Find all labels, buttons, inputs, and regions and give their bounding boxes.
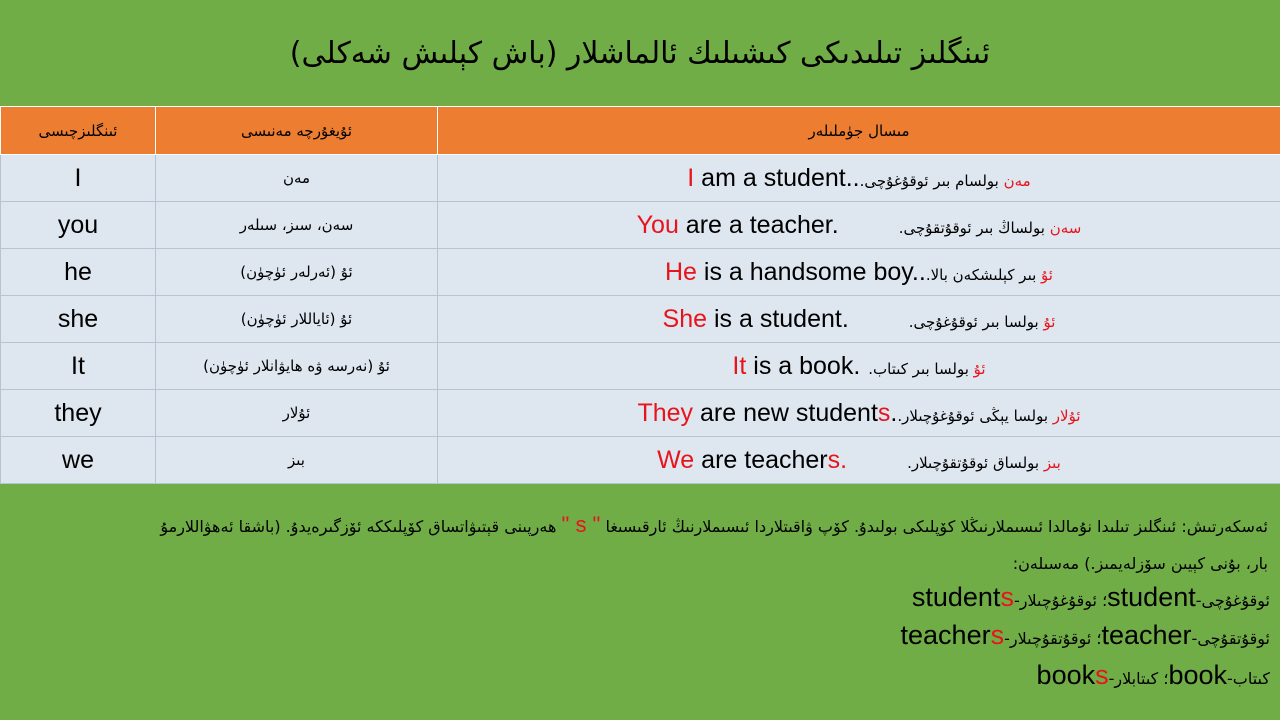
example-rest: are a teacher. <box>678 210 839 239</box>
example-ug-subject: بىز <box>1043 453 1061 472</box>
page-title: ئىنگلىز تىلىدىكى كىشىلىك ئالماشلار (باش كېلىش شەكلى) <box>289 35 991 71</box>
example-sentence <box>438 437 1280 484</box>
example-plural-s: s <box>1000 582 1014 612</box>
example-subject: You <box>636 210 679 239</box>
table-row <box>1 249 1280 296</box>
table-row <box>1 437 1280 484</box>
pronoun-uyghur: ئۇ (ئەرلەر ئۈچۈن) <box>156 249 438 296</box>
example-rest: is a handsome boy. <box>696 257 919 286</box>
pronoun-english: It <box>1 343 156 390</box>
example-plural-s: s <box>990 620 1005 650</box>
example-ug-rest: بولساڭ بىر ئوقۇتقۇچى. <box>898 218 1050 237</box>
note-text-b: ھەرپىنى قېتىۋاتساق كۆپلىككە ئۆزگىرەيدۇ. (باشقا ئەھۋاللارمۇ <box>160 517 557 536</box>
plural-example <box>912 582 1270 613</box>
example-separator: ؛ <box>1102 591 1108 610</box>
example-plural-s: s <box>877 398 891 427</box>
pronoun-english: you <box>1 202 156 249</box>
example-subject: I <box>687 163 695 192</box>
example-ug-plural: ئوقۇتقۇچىلار- <box>1004 629 1092 648</box>
example-rest: am a student. <box>694 163 853 192</box>
note-text-a: ئەسكەرتىش: ئىنگلىز تىلىدا نۇمالدا ئىسىملارنىڭلا كۆپلىكى بولىدۇ. كۆپ ۋاقىتلاردا ئىسىملارنىڭ ئارقىسىغا <box>605 517 1268 536</box>
example-ug-subject: سەن <box>1049 218 1082 237</box>
plural-example <box>901 620 1270 651</box>
example-rest: is a book. <box>746 351 861 380</box>
example-ug-rest: بولساق ئوقۇتقۇچىلار. <box>907 453 1044 472</box>
example-dot: . <box>890 398 898 427</box>
example-ug-subject: ئۇ <box>1043 312 1056 331</box>
pronoun-uyghur: ئۇ (ئاياللار ئۈچۈن) <box>156 296 438 343</box>
example-en-singular: teacher <box>1101 620 1192 650</box>
example-subject: It <box>732 351 747 380</box>
example-ug-singular: كىتاب- <box>1227 669 1270 688</box>
example-ug-rest: بولسام بىر ئوقۇغۇچى. <box>859 171 1004 190</box>
pronoun-english: we <box>1 437 156 484</box>
example-subject: We <box>657 445 695 474</box>
example-ug-rest: بىر كېلىشكەن بالا. <box>925 265 1042 284</box>
table-row <box>1 390 1280 437</box>
example-ug-singular: ئوقۇتقۇچى- <box>1191 629 1270 648</box>
example-separator: ؛ <box>1096 629 1102 648</box>
pronoun-uyghur: مەن <box>156 155 438 202</box>
example-sentence <box>438 343 1280 390</box>
example-ug-rest: بولسا يېڭى ئوقۇغۇچىلار. <box>897 406 1053 425</box>
example-separator: ؛ <box>1163 669 1169 688</box>
example-en-plural: student <box>911 582 1001 612</box>
example-rest: is a student. <box>707 304 849 333</box>
example-ug-subject: ئۇ <box>1041 265 1053 284</box>
table-row <box>1 202 1280 249</box>
table-row <box>1 343 1280 390</box>
example-en-plural: book <box>1036 660 1096 690</box>
plural-s-mark: " s " <box>561 512 601 537</box>
example-sentence <box>438 155 1280 202</box>
example-ug-singular: ئوقۇغۇچى- <box>1195 591 1270 610</box>
example-ug-subject: مەن <box>1003 171 1031 190</box>
note-line-1 <box>12 512 1268 538</box>
note-line-2: بار، بۇنى كېيىن سۆزلەيمىز.) مەسىلەن: <box>1012 554 1268 573</box>
example-ug-subject: ئۇ <box>973 359 986 378</box>
example-en-singular: book <box>1168 660 1228 690</box>
example-rest: are teacher <box>694 445 828 474</box>
pronoun-english: I <box>1 155 156 202</box>
example-en-singular: student <box>1107 582 1196 612</box>
pronoun-english: he <box>1 249 156 296</box>
example-rest: are new student <box>693 398 878 427</box>
example-ug-rest: بولسا بىر ئوقۇغۇچى. <box>908 312 1044 331</box>
example-dot: . <box>852 163 860 192</box>
example-sentence <box>438 202 1280 249</box>
pronoun-uyghur: سەن، سىز، سىلەر <box>156 202 438 249</box>
example-subject: She <box>662 304 708 333</box>
pronoun-uyghur: ئۇ (نەرسە ۋە ھايۋانلار ئۈچۈن) <box>156 343 438 390</box>
example-subject: He <box>665 257 697 286</box>
plural-example <box>1037 660 1270 691</box>
example-sentence <box>438 390 1280 437</box>
example-dot: . <box>840 445 848 474</box>
example-ug-subject: ئۇلار <box>1052 406 1081 425</box>
example-sentence <box>438 296 1280 343</box>
example-sentence <box>438 249 1280 296</box>
example-ug-plural: ئوقۇغۇچىلار- <box>1013 591 1097 610</box>
example-plural-s: s <box>827 445 841 474</box>
pronoun-english: she <box>1 296 156 343</box>
example-subject: They <box>637 398 694 427</box>
example-en-plural: teacher <box>900 620 991 650</box>
table-row <box>1 155 1280 202</box>
note-section <box>0 500 1280 720</box>
example-ug-plural: كىتابلار- <box>1108 669 1159 688</box>
header-english: ئىنگلىزچىسى <box>1 107 156 155</box>
table-header-row <box>1 107 1280 155</box>
header-uyghur-meaning: ئۇيغۇرچە مەنىسى <box>156 107 438 155</box>
table-row <box>1 296 1280 343</box>
example-plural-s: s <box>1095 660 1109 690</box>
pronoun-table <box>0 106 1280 484</box>
example-ug-rest: بولسا بىر كىتاب. <box>868 359 974 378</box>
pronoun-english: they <box>1 390 156 437</box>
pronoun-uyghur: ئۇلار <box>156 390 438 437</box>
example-dot: . <box>918 257 926 286</box>
header-example-sentences: مىسال جۈملىلەر <box>438 107 1280 155</box>
pronoun-uyghur: بىز <box>156 437 438 484</box>
